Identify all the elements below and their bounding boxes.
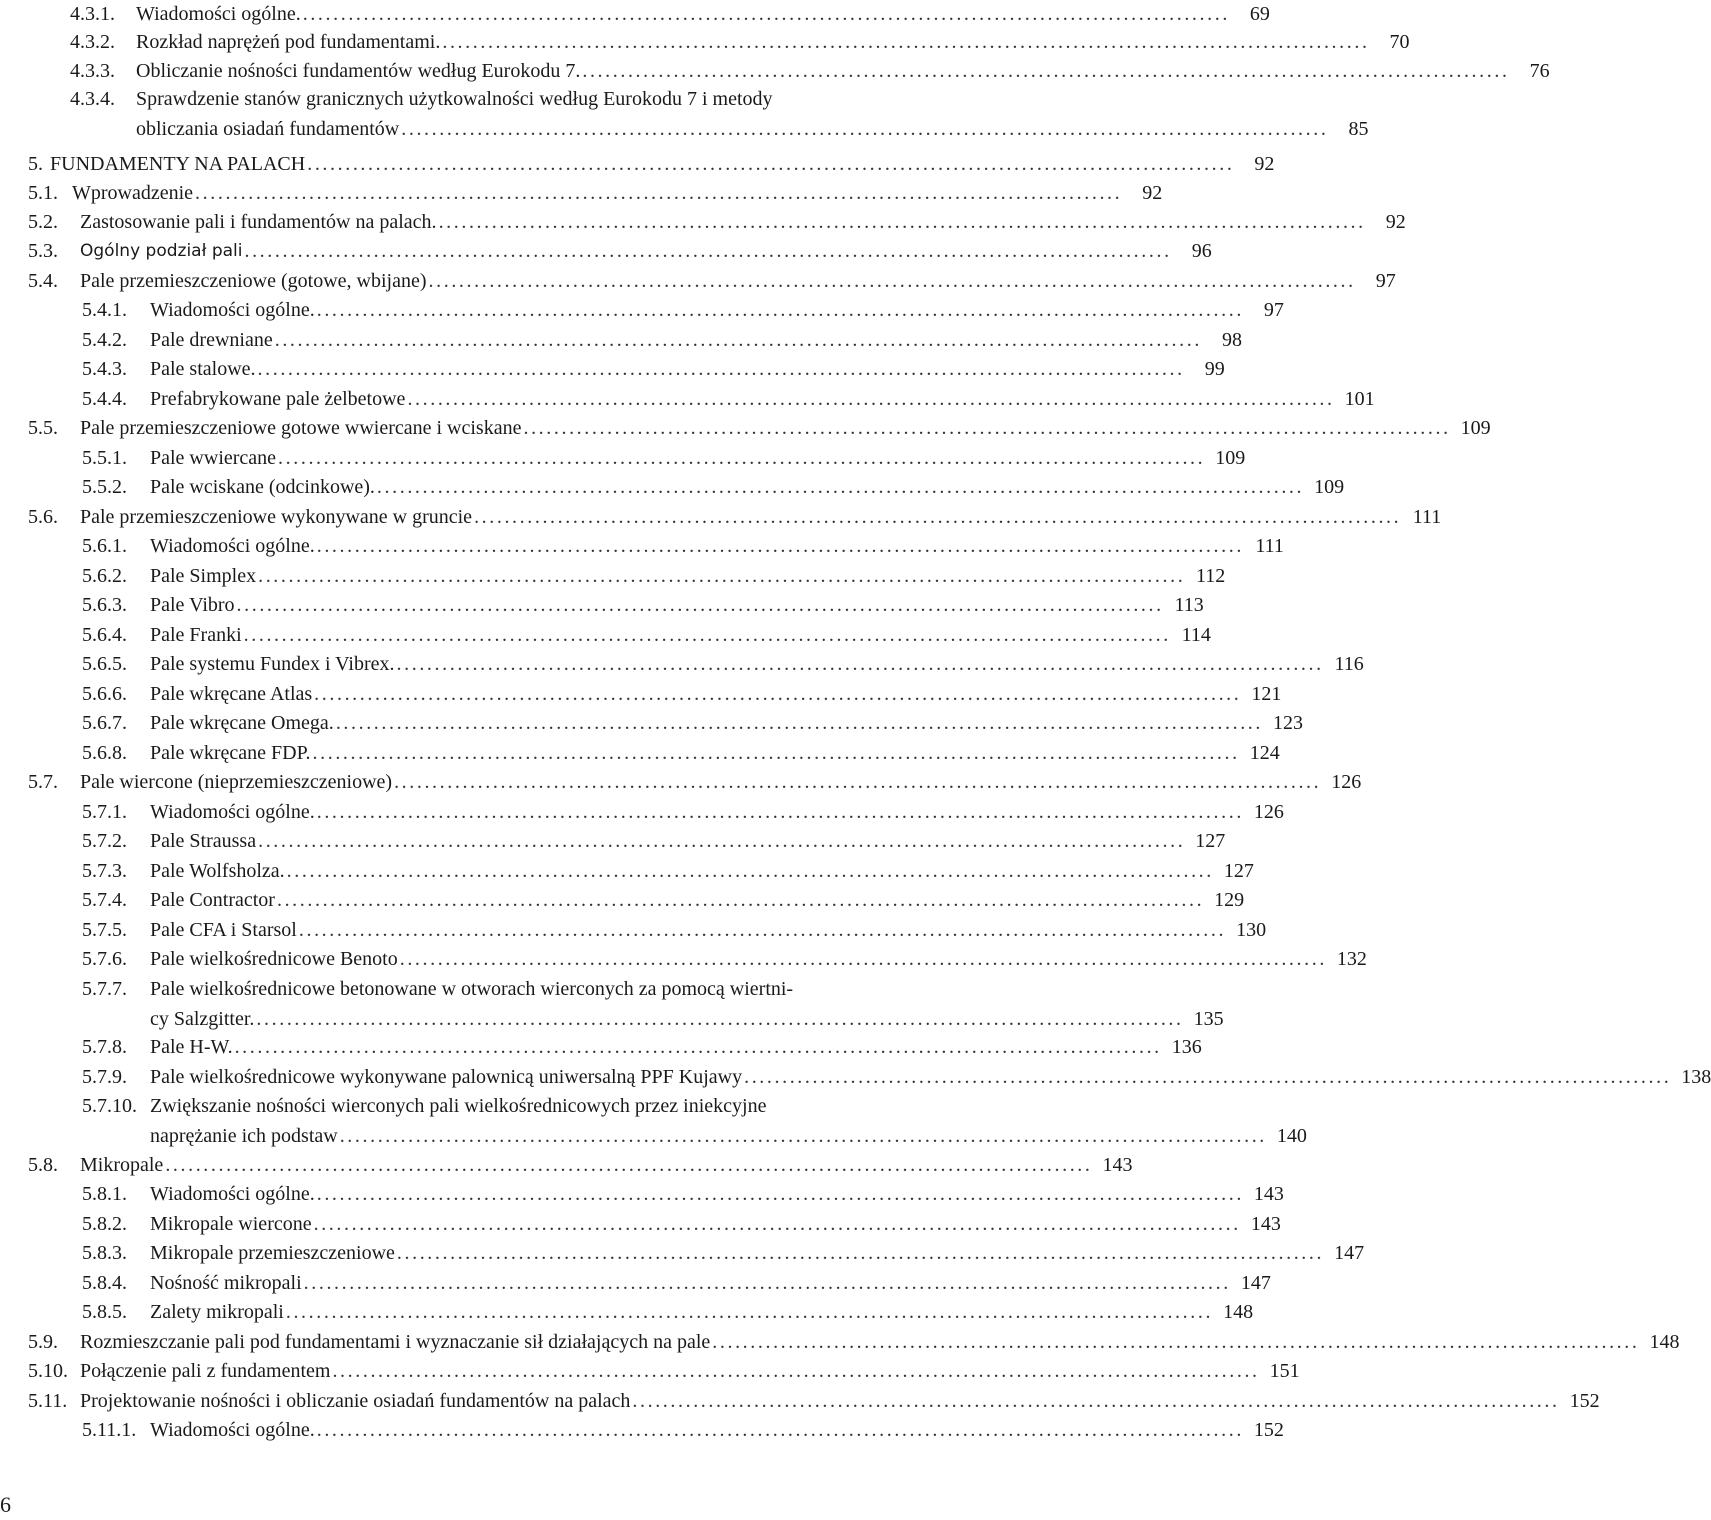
toc-entry: 5.7.10. Zwiększanie nośności wierconych pali wielkośrednicowych przez iniekcyjne naprężanie ich podstaw .......................................................................................................................... 140: [82, 1091, 954, 1151]
toc-entry-page: 126: [1331, 771, 1362, 793]
toc-entry-title: Mikropale przemieszczeniowe: [150, 1242, 395, 1264]
toc-entry-title-line1: Zwiększanie nośności wierconych pali wielkośrednicowych przez iniekcyjne: [150, 1095, 767, 1117]
toc-entry-title: Wiadomości ogólne.: [150, 299, 315, 321]
toc-entry-title-line1: Pale wielkośrednicowe betonowane w otworach wierconych za pomocą wiertni-: [150, 978, 794, 1000]
toc-entry-number: 5.6.4.: [82, 624, 127, 646]
toc-entry-number: 5.7.5.: [82, 919, 127, 941]
toc-entry-title: naprężanie ich podstaw: [150, 1125, 338, 1147]
page-number: 6: [0, 1492, 11, 1517]
toc-entry-page: 69: [1249, 3, 1270, 25]
toc-entry-number: 5.7.9.: [82, 1066, 127, 1088]
toc-entry-number: 5.5.2.: [82, 476, 127, 498]
toc-entry-page: 147: [1240, 1272, 1271, 1294]
toc-entry-number: 5.7.1.: [82, 801, 127, 823]
toc-entry-page: 140: [1276, 1125, 1307, 1147]
toc-entry-page: 96: [1191, 240, 1212, 262]
toc-entry-title: Pale wielkośrednicowe Benoto: [150, 948, 398, 970]
toc-entry-title: FUNDAMENTY NA PALACH: [50, 153, 306, 175]
toc-entry-number: 5.3.: [28, 240, 58, 262]
toc-entry-page: 111: [1412, 506, 1442, 528]
toc-entry-page: 127: [1195, 830, 1226, 852]
toc-entry-page: 98: [1221, 329, 1242, 351]
toc-entry-number: 5.1.: [28, 182, 58, 204]
toc-entry-title: Pale wielkośrednicowe wykonywane palownicą uniwersalną PPF Kujawy: [150, 1066, 743, 1088]
toc-entry-title: Nośność mikropali: [150, 1272, 302, 1294]
toc-entry-title: Pale Vibro: [150, 594, 235, 616]
toc-entry-title: Pale przemieszczeniowe (gotowe, wbijane): [80, 270, 427, 292]
toc-entry-page: 121: [1251, 683, 1282, 705]
toc-entry: 4.3.4. Sprawdzenie stanów granicznych użytkowalności według Eurokodu 7 i metody obliczania osiadań fundamentów .......................................................................................................................... 85: [70, 84, 954, 144]
toc-entry-title: Wiadomości ogólne.: [150, 1183, 315, 1205]
toc-entry-number: 5.10.: [28, 1360, 68, 1382]
toc-entry-title: Pale drewniane: [150, 329, 273, 351]
toc-entry-title: Pale wiercone (nieprzemieszczeniowe): [80, 771, 393, 793]
toc-entry-title: Wprowadzenie: [72, 182, 194, 204]
toc-entry-title: Wiadomości ogólne.: [150, 535, 315, 557]
toc-entry-number: 5.4.4.: [82, 388, 127, 410]
toc-entry-number: 5.7.8.: [82, 1036, 127, 1058]
toc-entry-title: Ogólny podział pali: [80, 241, 243, 261]
toc-entry-page: 109: [1215, 447, 1246, 469]
toc-entry-page: 130: [1236, 919, 1267, 941]
toc-entry-number: 5.5.: [28, 417, 58, 439]
toc-entry-number: 5.4.3.: [82, 358, 127, 380]
toc-entry-title: Pale wkręcane Omega.: [150, 712, 334, 734]
toc-entry-title: Prefabrykowane pale żelbetowe: [150, 388, 406, 410]
toc-entry-number: 4.3.4.: [70, 88, 115, 110]
toc-entry-title: Wiadomości ogólne.: [136, 3, 301, 25]
toc-entry-title: Pale Wolfsholza.: [150, 860, 285, 882]
toc-entry-number: 5.9.: [28, 1331, 58, 1353]
toc-entry-number: 5.7.2.: [82, 830, 127, 852]
toc-entry-number: 4.3.2.: [70, 31, 115, 53]
toc-entry-number: 5.6.3.: [82, 594, 127, 616]
toc-entry-title: Wiadomości ogólne.: [150, 1419, 315, 1441]
toc-entry-title: Pale stalowe.: [150, 358, 256, 380]
toc-entry-number: 5.8.1.: [82, 1183, 127, 1205]
toc-entry-title: Pale przemieszczeniowe gotowe wwiercane i wciskane: [80, 417, 522, 439]
toc-entry-page: 99: [1204, 358, 1225, 380]
toc-entry-title: Pale wkręcane Atlas: [150, 683, 313, 705]
toc-entry-number: 5.6.7.: [82, 712, 127, 734]
toc-entry-title: Pale systemu Fundex i Vibrex.: [150, 653, 395, 675]
toc-entry-number: 5.4.: [28, 270, 58, 292]
toc-entry-page: 132: [1336, 948, 1367, 970]
toc-entry-page: 148: [1223, 1301, 1254, 1323]
toc-entry-number: 5.8.2.: [82, 1213, 127, 1235]
toc-entry-page: 129: [1214, 889, 1245, 911]
toc-entry-number: 5.11.1.: [82, 1419, 137, 1441]
toc-entry-title: Pale CFA i Starsol: [150, 919, 297, 941]
toc-entry-title: Zastosowanie pali i fundamentów na palach.: [80, 211, 437, 233]
toc-entry-title: Pale H-W.: [150, 1036, 233, 1058]
toc-entry-number: 5.7.7.: [82, 978, 127, 1000]
toc-entry-number: 5.6.5.: [82, 653, 127, 675]
toc-entry-page: 135: [1193, 1008, 1224, 1030]
toc-entry-number: 5.8.: [28, 1154, 58, 1176]
toc-entry-number: 4.3.1.: [70, 3, 115, 25]
toc-entry-number: 5.6.1.: [82, 535, 127, 557]
toc-entry-title: Pale Simplex: [150, 565, 257, 587]
toc-entry-number: 5.6.: [28, 506, 58, 528]
toc-entry-page: 97: [1375, 270, 1396, 292]
toc-entry-page: 112: [1196, 565, 1226, 587]
toc-entry-page: 152: [1253, 1419, 1284, 1441]
toc-entry-page: 136: [1171, 1036, 1202, 1058]
toc-entry-page: 143: [1253, 1183, 1284, 1205]
toc-entry-title: Zalety mikropali: [150, 1301, 284, 1323]
toc-entry-page: 109: [1460, 417, 1491, 439]
toc-entry-page: 143: [1250, 1213, 1281, 1235]
toc-entry-page: 116: [1334, 653, 1364, 675]
toc-entry-page: 97: [1263, 299, 1284, 321]
toc-entry-page: 92: [1385, 211, 1406, 233]
toc-entry-page: 123: [1273, 712, 1304, 734]
toc-entry-number: 5.6.2.: [82, 565, 127, 587]
toc-entry-page: 151: [1269, 1360, 1300, 1382]
toc-entry-title: cy Salzgitter.: [150, 1008, 255, 1030]
toc-entry-title: Obliczanie nośności fundamentów według Eurokodu 7.: [136, 60, 581, 82]
toc-entry-page: 152: [1569, 1390, 1600, 1412]
toc-entry-page: 76: [1529, 60, 1550, 82]
toc-entry-page: 143: [1102, 1154, 1133, 1176]
toc-entry-page: 92: [1142, 182, 1163, 204]
toc-entry-number: 5.8.4.: [82, 1272, 127, 1294]
toc-entry-number: 5.5.1.: [82, 447, 127, 469]
toc-entry-title: Pale Franki: [150, 624, 242, 646]
toc-entry-title: Mikropale wiercone: [150, 1213, 312, 1235]
toc-entry-page: 92: [1254, 153, 1275, 175]
toc-entry-page: 111: [1255, 535, 1284, 557]
toc-entry-page: 101: [1344, 388, 1375, 410]
toc-entry-title: Wiadomości ogólne.: [150, 801, 315, 823]
toc-entry: 5.7.7. Pale wielkośrednicowe betonowane w otworach wierconych za pomocą wiertni- cy Salzgitter. .......................................................................................................................... 135: [82, 974, 954, 1034]
toc-entry-page: 70: [1389, 31, 1410, 53]
toc-entry-number: 5.2.: [28, 211, 58, 233]
toc-entry-number: 5.8.3.: [82, 1242, 127, 1264]
toc-entry-number: 5.: [28, 153, 43, 175]
toc-entry-title: Pale Straussa: [150, 830, 257, 852]
toc-entry-title: obliczania osiadań fundamentów: [136, 118, 400, 140]
toc-entry-title: Mikropale: [80, 1154, 164, 1176]
toc-entry-title: Połączenie pali z fundamentem: [80, 1360, 331, 1382]
toc-entry-title: Pale wwiercane: [150, 447, 277, 469]
toc-entry-page: 109: [1314, 476, 1345, 498]
toc-entry-number: 5.4.1.: [82, 299, 127, 321]
toc-entry-number: 5.4.2.: [82, 329, 127, 351]
toc-entry-number: 5.11.: [28, 1390, 68, 1412]
toc-entry-page: 124: [1249, 742, 1280, 764]
toc-entry-title: Projektowanie nośności i obliczanie osiadań fundamentów na palach: [80, 1390, 631, 1412]
toc-entry-title: Pale wkręcane FDP.: [150, 742, 311, 764]
toc-entry-number: 5.7.10.: [82, 1095, 137, 1117]
toc-entry-title: Pale Contractor: [150, 889, 275, 911]
toc-entry-page: 85: [1348, 118, 1369, 140]
toc-entry-page: 127: [1223, 860, 1254, 882]
toc-entry-number: 4.3.3.: [70, 60, 115, 82]
toc-entry-page: 126: [1253, 801, 1284, 823]
toc-entry-title-line1: Sprawdzenie stanów granicznych użytkowalności według Eurokodu 7 i metody: [136, 88, 773, 110]
toc-entry-number: 5.7.6.: [82, 948, 127, 970]
toc-entry-page: 114: [1181, 624, 1211, 646]
toc-entry-title: Pale wciskane (odcinkowe).: [150, 476, 375, 498]
toc-entry-page: 147: [1334, 1242, 1365, 1264]
toc-entry-title: Pale przemieszczeniowe wykonywane w gruncie: [80, 506, 473, 528]
toc-entry-number: 5.6.8.: [82, 742, 127, 764]
toc-entry-number: 5.7.: [28, 771, 58, 793]
toc-entry-number: 5.7.4.: [82, 889, 127, 911]
toc-entry-page: 138: [1681, 1066, 1711, 1088]
toc-entry-number: 5.6.6.: [82, 683, 127, 705]
toc-entry-title: Rozmieszczanie pali pod fundamentami i wyznaczanie sił działających na pale: [80, 1331, 711, 1353]
toc-entry-page: 113: [1174, 594, 1204, 616]
toc-entry-number: 5.7.3.: [82, 860, 127, 882]
toc-entry-page: 148: [1649, 1331, 1680, 1353]
toc-entry-title: Rozkład naprężeń pod fundamentami.: [136, 31, 441, 53]
toc-entry-number: 5.8.5.: [82, 1301, 127, 1323]
